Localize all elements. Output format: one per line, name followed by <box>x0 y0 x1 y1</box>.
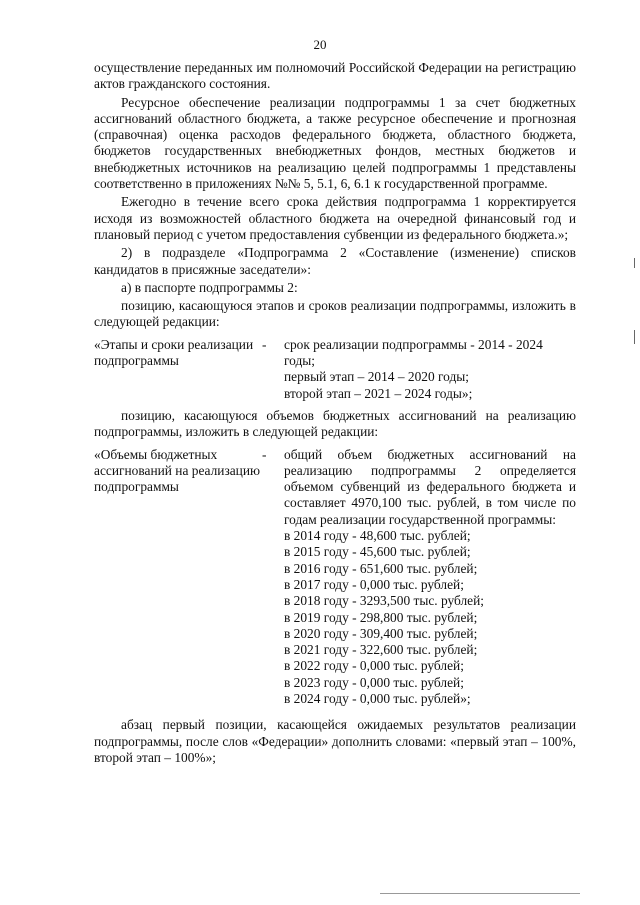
volumes-year-line: в 2018 году - 3293,500 тыс. рублей; <box>284 593 485 609</box>
paragraph: Ежегодно в течение всего срока действия подпрограмма 1 корректируется исходя из возможностей областного бюджета на очередной финансовый год и плановый период с учетом предоставления субвенции из федерального бюджета.»; <box>94 194 576 242</box>
volumes-year-line: в 2014 году - 48,600 тыс. рублей; <box>284 528 471 544</box>
paragraph: осуществление переданных им полномочий Российской Федерации на регистрацию актов гражданского состояния. <box>94 60 576 92</box>
volumes-year-line: в 2021 году - 322,600 тыс. рублей; <box>284 642 478 658</box>
stages-table-row <box>94 337 576 402</box>
volumes-table-row <box>94 447 576 708</box>
stages-dash: - <box>262 336 267 352</box>
volumes-year-line: в 2022 году - 0,000 тыс. рублей; <box>284 658 464 674</box>
paragraph: Ресурсное обеспечение реализации подпрограммы 1 за счет бюджетных ассигнований областного бюджета, а также ресурсное обеспечение и прогнозная (справочная) оценка расходов федерального бюджета, областного бюджета, бюджетов государственных внебюджетных фондов, местных бюджетов и внебюджетных источников на реализацию целей подпрограммы 1 представлены соответственно в приложениях №№ 5, 5.1, 6, 6.1 к государственной программе. <box>94 94 576 192</box>
page-number: 20 <box>313 37 327 52</box>
paragraph: позицию, касающуюся объемов бюджетных ассигнований на реализацию подпрограммы, изложить в следующей редакции: <box>94 407 576 440</box>
document-body <box>94 60 576 766</box>
stages-line: срок реализации подпрограммы - 2014 - 2024 годы; <box>284 336 543 369</box>
volumes-year-line: в 2024 году - 0,000 тыс. рублей»; <box>284 690 471 706</box>
volumes-year-line: в 2019 году - 298,800 тыс. рублей; <box>284 609 478 625</box>
volumes-year-line: в 2023 году - 0,000 тыс. рублей; <box>284 674 464 690</box>
volumes-intro: общий объем бюджетных ассигнований на реализацию подпрограммы 2 определяется объемом субвенций из федерального бюджета и составляет 4970,100 тыс. рублей, в том числе по годам реализации государственной программы: <box>284 446 576 527</box>
scan-edge-mark <box>634 258 635 268</box>
volumes-values <box>284 447 576 708</box>
stages-line: второй этап – 2021 – 2024 годы»; <box>284 385 473 401</box>
scan-edge-mark <box>634 330 635 344</box>
paragraph: позицию, касающуюся этапов и сроков реализации подпрограммы, изложить в следующей редакции: <box>94 298 576 330</box>
paragraph: а) в паспорте подпрограммы 2: <box>121 279 298 295</box>
volumes-year-line: в 2015 году - 45,600 тыс. рублей; <box>284 544 471 560</box>
volumes-year-line: в 2016 году - 651,600 тыс. рублей; <box>284 560 478 576</box>
stages-line: первый этап – 2014 – 2020 годы; <box>284 369 470 385</box>
volumes-year-line: в 2020 году - 309,400 тыс. рублей; <box>284 625 478 641</box>
volumes-year-line: в 2017 году - 0,000 тыс. рублей; <box>284 576 464 592</box>
paragraph: 2) в подразделе «Подпрограмма 2 «Составление (изменение) списков кандидатов в присяжные заседатели»: <box>94 245 576 277</box>
volumes-dash: - <box>262 446 267 462</box>
volumes-label: «Объемы бюджетных ассигнований на реализацию подпрограммы <box>94 446 261 495</box>
footer-rule <box>380 893 580 894</box>
stages-values <box>284 337 576 402</box>
paragraph: абзац первый позиции, касающейся ожидаемых результатов реализации подпрограммы, после слов «Федерации» дополнить словами: «первый этап – 100%, второй этап – 100%»; <box>94 717 576 765</box>
stages-label: «Этапы и сроки реализации подпрограммы <box>94 336 254 369</box>
